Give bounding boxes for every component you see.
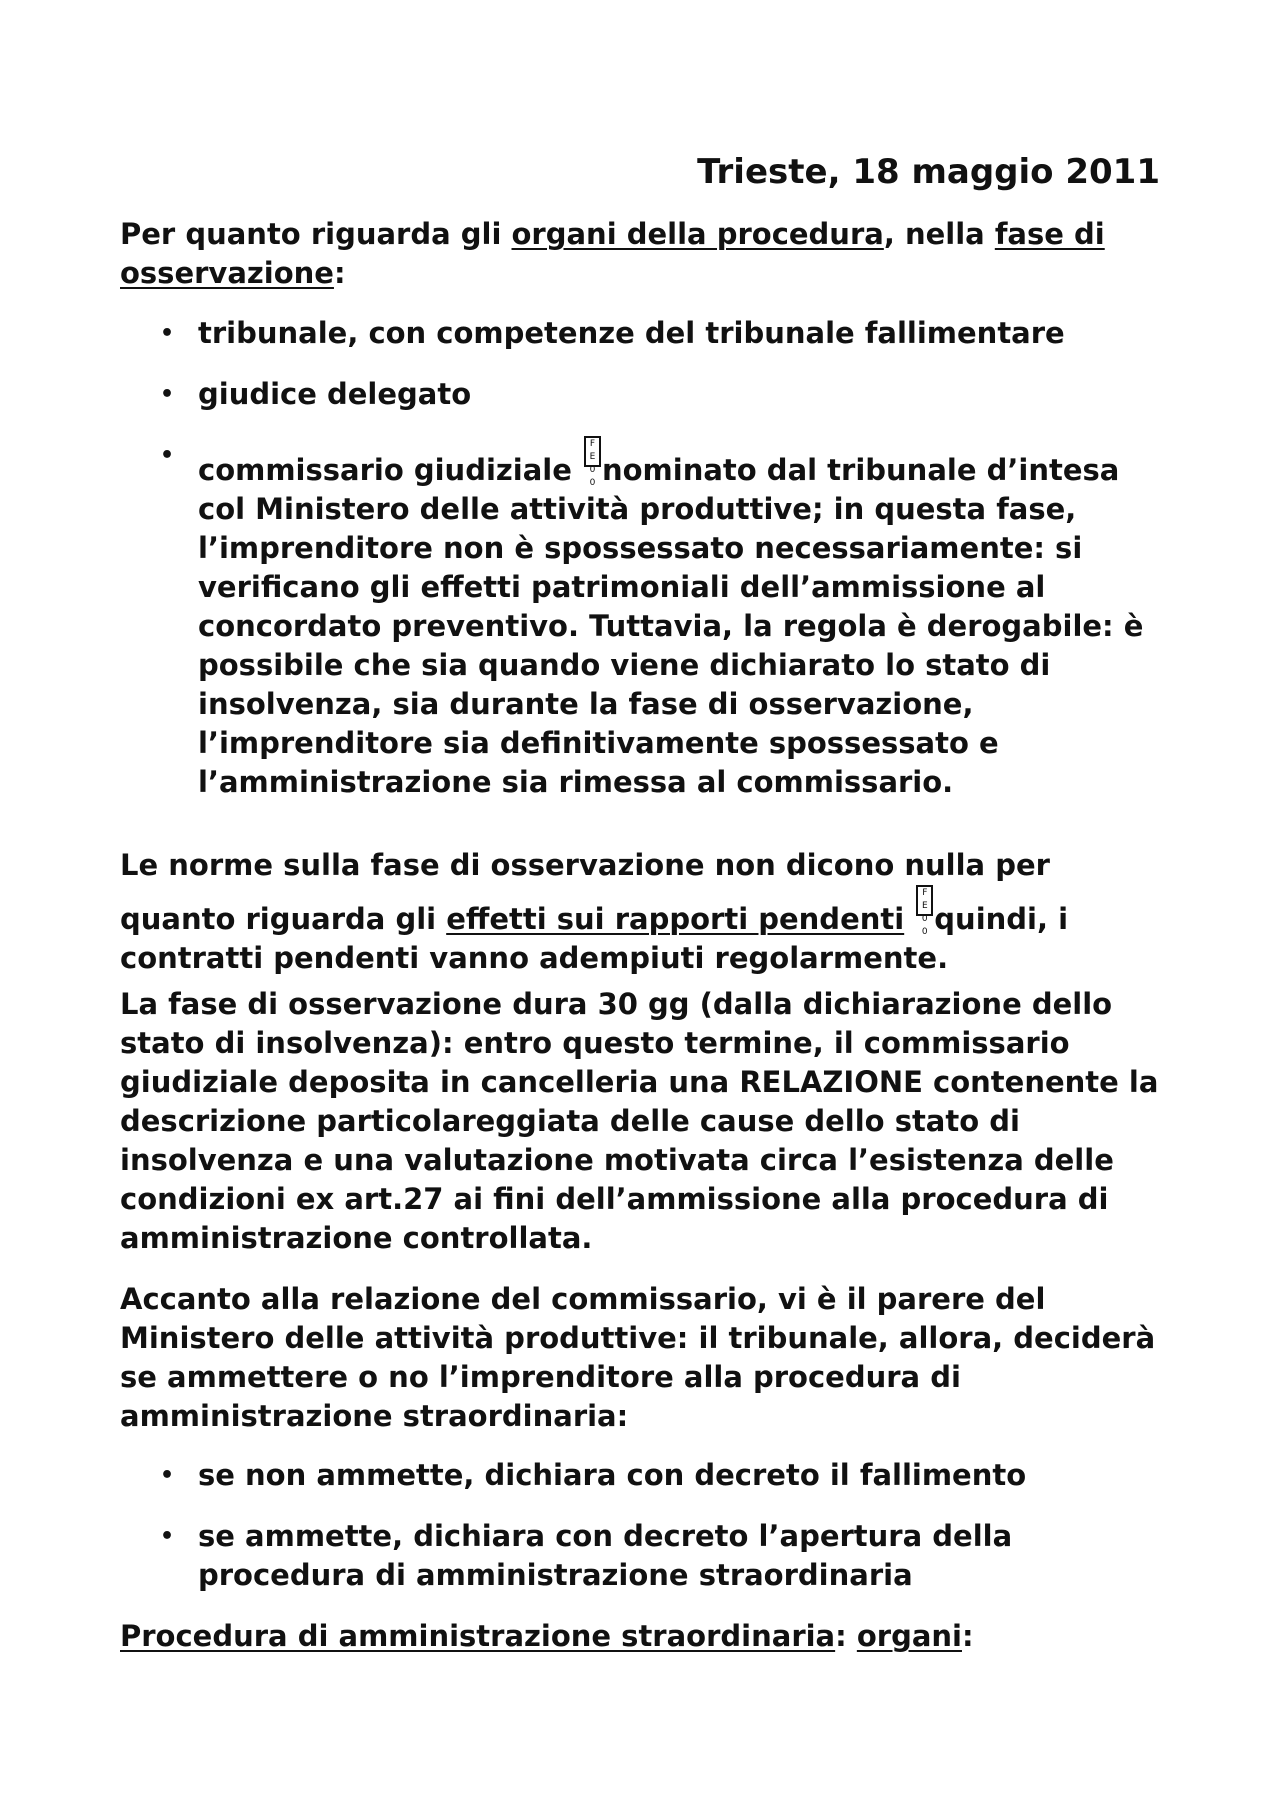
text: : — [961, 1619, 974, 1653]
bullet-icon: • — [160, 382, 175, 407]
list-item — [120, 375, 1165, 414]
underlined-procedura: Procedura di amministrazione straordinaria — [120, 1619, 836, 1653]
list-item — [120, 1456, 1165, 1495]
text: , nella — [883, 217, 995, 251]
paragraph-relazione: Accanto alla relazione del commissario, vi è il parere del Ministero delle attività produttive: il tribunale, allora, deciderà se ammettere o no l’imprenditore alla procedura di amministrazione straordinaria: — [120, 1282, 1156, 1433]
bullet-list-organi — [120, 314, 1165, 802]
underlined-fase-osservazione: fase di osservazione — [120, 217, 1105, 290]
list-item-text: tribunale, con competenze del tribunale fallimentare — [198, 316, 1065, 350]
underlined-organi: organi — [856, 1619, 962, 1653]
bullet-icon: • — [160, 1463, 175, 1488]
bullet-icon: • — [160, 1524, 175, 1549]
list-item — [120, 314, 1165, 353]
paragraph-fase-osservazione: La fase di osservazione dura 30 gg (dalla dichiarazione dello stato di insolvenza): entro questo termine, il commissario giudiziale deposita in cancelleria una RELAZIONE contenente la descrizione particolareggiata delle cause dello stato di insolvenza e una valutazione motivata circa l’esistenza delle condizioni ex art.27 ai fini dell’ammissione alla procedura di amministrazione controllata. — [120, 987, 1159, 1255]
paragraph-procedura-heading — [120, 1617, 1165, 1656]
text: Le norme sulla fase di osservazione non dicono nulla per quanto riguarda gli — [120, 848, 1050, 936]
text: : — [835, 1619, 857, 1653]
underlined-organi-procedura: organi della procedura — [511, 217, 884, 251]
paragraph-norme — [120, 846, 1165, 978]
text: : — [333, 256, 346, 290]
text — [904, 902, 914, 936]
paragraph-organi — [120, 215, 1165, 293]
text: Per quanto riguarda gli — [120, 217, 512, 251]
missing-glyph-icon: F E 0 0 — [916, 885, 933, 916]
list-item-text: se non ammette, dichiara con decreto il fallimento — [198, 1458, 1027, 1492]
list-item — [120, 436, 1165, 802]
underlined-effetti-rapporti: effetti sui rapporti pendenti — [446, 902, 905, 936]
bullet-icon: • — [160, 443, 175, 468]
list-item-text: giudice delegato — [198, 377, 472, 411]
list-item-text: se ammette, dichiara con decreto l’apertura della procedura di amministrazione straordinaria — [198, 1519, 1013, 1592]
list-item-text: nominato dal tribunale d’intesa col Ministero delle attività produttive; in questa fase, l’imprenditore non è spossessato necessariamente: si verificano gli effetti patrimoniali dell’ammissione al concordato preventivo. Tuttavia, la regola è derogabile: è possibile che sia quando viene dichiarato lo stato di insolvenza, sia durante la fase di osservazione, l’imprenditore sia definitivamente spossessato e l’amministrazione sia rimessa al commissario. — [198, 453, 1144, 799]
document-date: Trieste, 18 maggio 2011 — [697, 152, 1160, 192]
bullet-icon: • — [160, 321, 175, 346]
text: quindi, i contratti pendenti vanno adempiuti regolarmente. — [120, 902, 1069, 975]
list-item — [120, 1517, 1165, 1595]
missing-glyph-icon: F E 0 0 — [584, 436, 601, 467]
bullet-list-decisione — [120, 1456, 1165, 1595]
list-item-text: commissario giudiziale — [198, 453, 582, 487]
